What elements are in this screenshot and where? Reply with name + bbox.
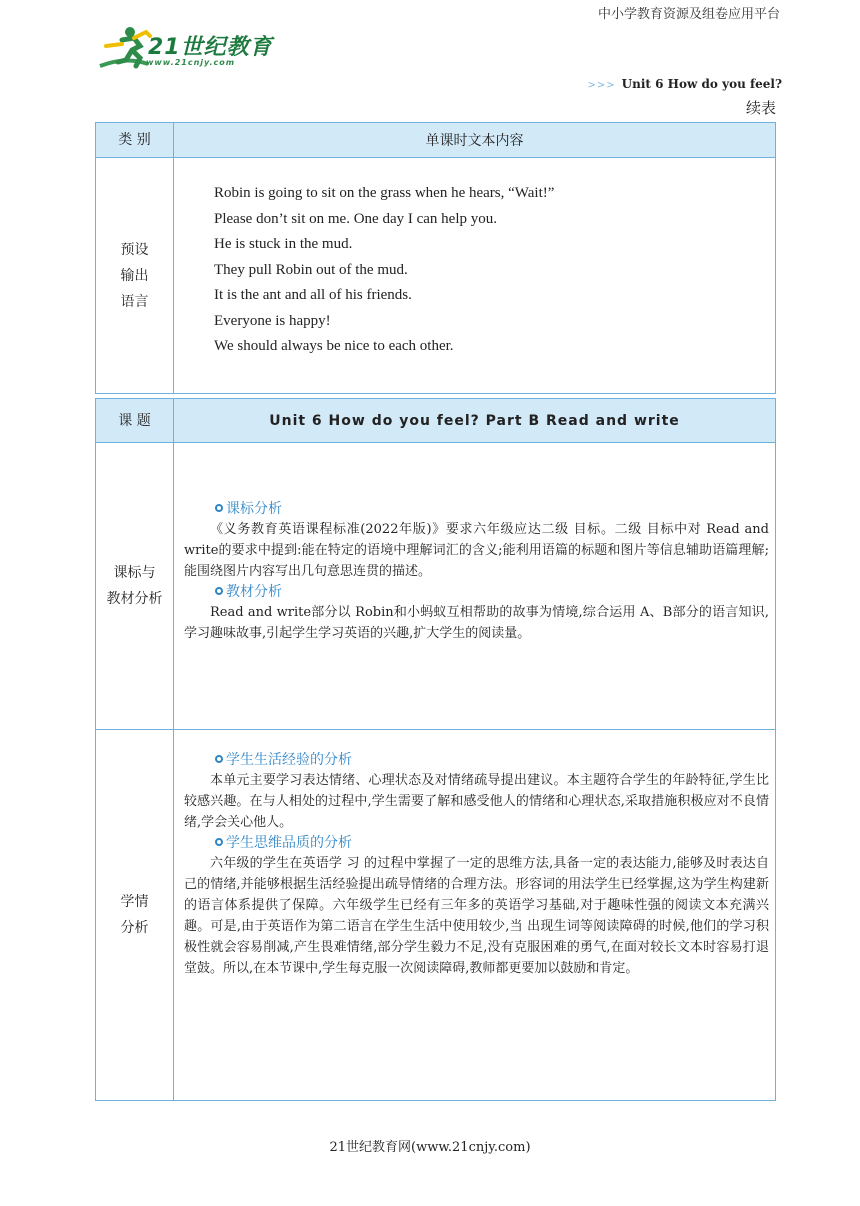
continued-label: 续表 <box>745 99 776 117</box>
text-line: They pull Robin out of the mud. <box>214 261 408 278</box>
output-language-label: 预设 输出 语言 <box>96 158 174 394</box>
bullet-icon <box>215 504 223 512</box>
learner-analysis-cell <box>174 730 776 1101</box>
unit-header <box>588 77 782 91</box>
text-line: Robin is going to sit on the grass when he hears, “Wait!” <box>214 185 555 201</box>
text-line: It is the ant and all of his friends. <box>214 287 412 303</box>
section-title: 学生生活经验的分析 <box>184 750 769 770</box>
bullet-icon <box>215 587 223 595</box>
section-text: Read and write部分以 Robin和小蚂蚁互相帮助的故事为情境,综合运用 A、B部分的语言知识,学习趣味故事,引起学生学习英语的兴趣,扩大学生的阅读量。 <box>184 605 769 641</box>
content-table <box>95 122 776 394</box>
text-line: Everyone is happy! <box>214 312 331 329</box>
section-text: 《义务教育英语课程标准(2022年版)》要求六年级应达二级 目标。二级 目标中对 Read and write的要求中提到:能在特定的语境中理解词汇的含义;能利用语篇的标题和图片等信息辅助语篇理解;能围绕图片内容写出几句意思连贯的描述。 <box>184 522 769 579</box>
curriculum-label: 课标与 教材分析 <box>96 443 174 730</box>
logo-text: 21世纪教育 <box>148 35 273 60</box>
section-title: 教材分析 <box>184 582 769 602</box>
unit-title: Unit 6 How do you feel? <box>621 77 782 91</box>
lesson-table <box>95 398 776 1101</box>
topic-header: 课 题 <box>96 399 174 443</box>
text-line: We should always be nice to each other. <box>214 338 454 354</box>
arrows-icon: >>> <box>587 80 616 91</box>
section-text: 六年级的学生在英语学 习 的过程中掌握了一定的思维方法,具备一定的表达能力,能够及时表达自己的情绪,并能够根据生活经验提出疏导情绪的合理方法。形容词的用法学生已经掌握,这为学生构建新的语言体系提供了保障。六年级学生已经有三年多的英语学习基础,对于趣味性强的阅读文本充满兴趣。可是,由于英语作为第二语言在学生生活中使用较少,当 出现生词等阅读障碍的时候,他们的学习积极性就会容易削减,产生畏难情绪,部分学生毅力不足,没有克服困难的勇气,在面对较长文本时容易打退堂鼓。所以,在本节课中,学生每克服一次阅读障碍,教师都更要加以鼓励和肯定。 <box>184 856 769 976</box>
text-line: He is stuck in the mud. <box>214 236 353 252</box>
category-header: 类 别 <box>96 123 174 158</box>
bullet-icon <box>215 755 223 763</box>
section-title: 学生思维品质的分析 <box>184 833 769 853</box>
topic-title: Unit 6 How do you feel? Part B Read and write <box>174 399 776 443</box>
bullet-icon <box>215 838 223 846</box>
learner-analysis-label: 学情 分析 <box>96 730 174 1101</box>
section-title: 课标分析 <box>184 499 769 519</box>
curriculum-cell <box>174 443 776 730</box>
text-line: Please don’t sit on me. One day I can help you. <box>214 210 497 227</box>
section-text: 本单元主要学习表达情绪、心理状态及对情绪疏导提出建议。本主题符合学生的年龄特征,学生比较感兴趣。在与人相处的过程中,学生需要了解和感受他人的情绪和心理状态,采取措施积极应对不良情绪,学会关心他人。 <box>184 773 769 830</box>
footer: 21世纪教育网(www.21cnjy.com) <box>329 1140 531 1155</box>
platform-name: 中小学教育资源及组卷应用平台 <box>597 7 780 22</box>
output-language-cell <box>174 158 776 394</box>
logo-url: www.21cnjy.com <box>146 58 236 67</box>
text-content-header: 单课时文本内容 <box>174 123 776 158</box>
